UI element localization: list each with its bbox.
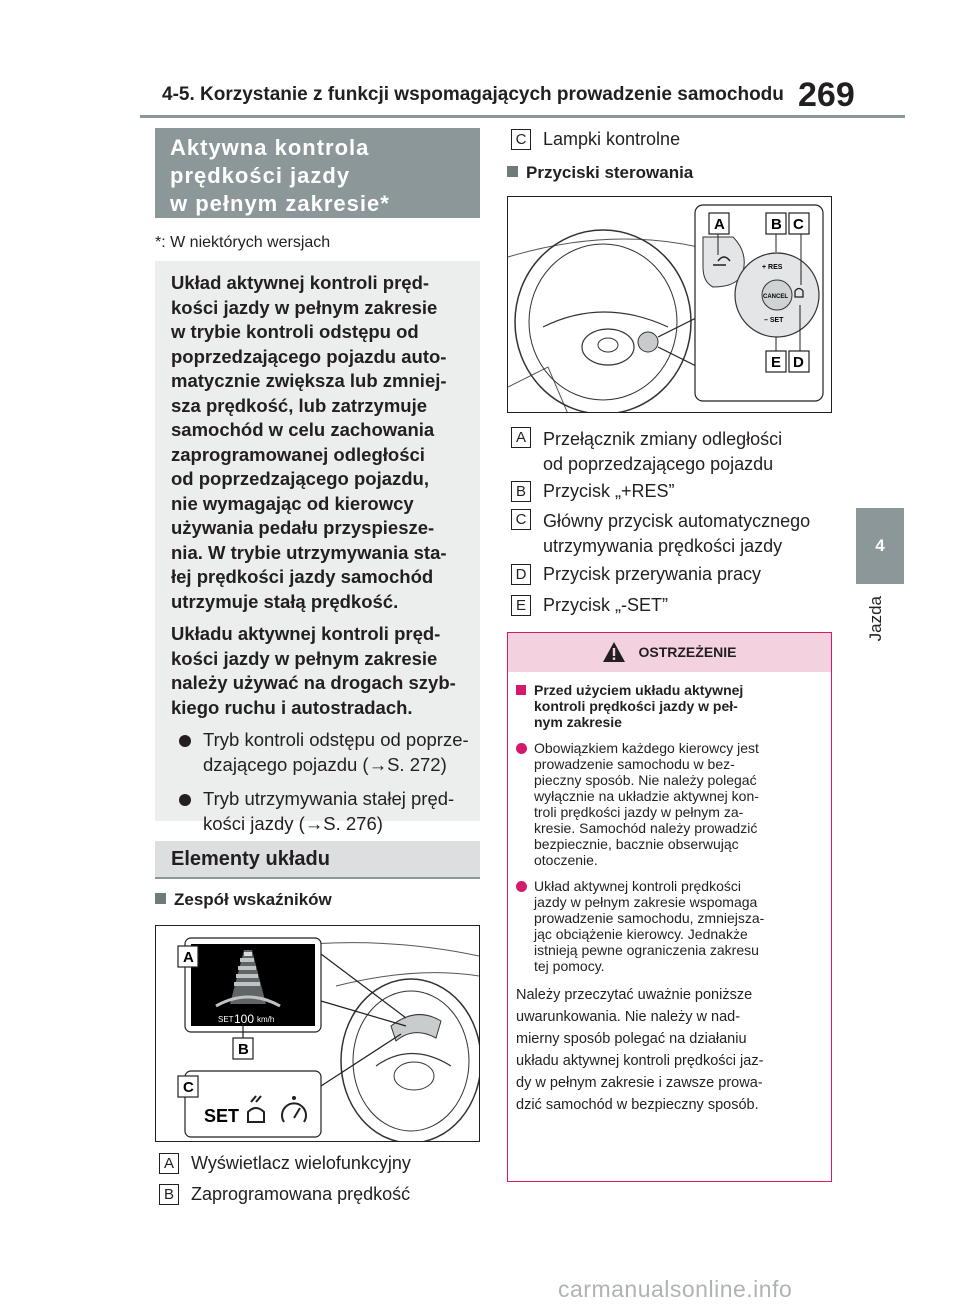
intro-paragraph: Układ aktywnej kontroli pręd- kości jazdy w pełnym zakresie w trybie kontroli odstępu od poprzedzającego pojazdu auto- matycznie zwiększa lub zmniej- sza prędkość, lub zatrzymuje samochód w celu zachowania zaprogramowanej odległości od poprzedzającego pojazdu, nie wymagając od kierowcy używania pedału przyspiesze- nia. W trybie utrzymywania sta- łej prędkości jazdy samochód utrzymuje stałą prędkość. — [171, 272, 447, 612]
watermark: carmanualsonline.info — [558, 1276, 793, 1302]
page-number: 269 — [798, 76, 855, 114]
instrument-cluster-illustration — [156, 926, 480, 1142]
legend-item — [159, 1184, 410, 1205]
figure-callout: B — [771, 216, 782, 233]
legend-text: Przycisk „+RES” — [543, 481, 675, 501]
figure-callout: A — [183, 949, 194, 966]
warning-subheading: Przed użyciem układu aktywnej kontroli prędkości jazdy w peł- nym zakresie — [516, 682, 823, 730]
set-button-label: – SET — [764, 317, 784, 324]
bullet-icon — [179, 794, 191, 806]
display-speed-unit: km/h — [257, 1015, 275, 1024]
legend-letter: B — [511, 481, 531, 502]
buttons-heading: Przyciski sterowania — [507, 163, 693, 183]
bullet-icon — [179, 735, 191, 747]
figure-callout: D — [793, 354, 804, 371]
warning-box — [507, 632, 832, 1182]
figure-callout: A — [714, 216, 725, 233]
display-set-label: SET — [218, 1015, 234, 1024]
section-title — [155, 128, 480, 218]
warning-triangle-icon — [602, 641, 626, 663]
legend-letter: C — [511, 129, 531, 150]
legend-letter: D — [511, 564, 531, 585]
figure-callout: C — [183, 1079, 194, 1096]
res-button-label: + RES — [762, 264, 783, 271]
warning-paragraph: Należy przeczytać uważnie poniższe uwarunkowania. Nie należy w nad- mierny sposób polegać na działaniu układu aktywnej kontroli prędkości jaz- dy w pełnym zakresie i zawsze prowa- dzić samochód w bezpieczny sposób. — [516, 987, 764, 1113]
section-title-line: prędkości jazdy — [170, 163, 351, 188]
warning-bullet: Układ aktywnej kontroli prędkości jazdy w pełnym zakresie wspomaga prowadzenie samochodu, zmniejsza- jąc obciążenie kierowcy. Jednakże istnieją pewne ograniczenia zakresu tej pomocy. — [516, 878, 823, 974]
square-bullet-icon — [516, 685, 526, 695]
bullet-icon — [516, 881, 527, 892]
chapter-tab[interactable]: 4 — [856, 508, 904, 584]
usage-paragraph: Układu aktywnej kontroli pręd- kości jazdy w pełnym zakresie należy używać na drogach szyb- kiego ruchu i autostradach. — [171, 623, 456, 718]
display-speed-value: 100 — [234, 1012, 255, 1026]
legend-text: Przycisk przerywania pracy — [543, 564, 762, 584]
figure-callout: C — [793, 216, 804, 233]
page-reference-link[interactable]: dzającego pojazdu (→S. 272) — [203, 753, 447, 775]
components-heading: Elementy układu — [155, 841, 480, 879]
mode-bullet: Tryb utrzymywania stałej pręd- kości jazdy (→S. 276) — [171, 787, 470, 836]
steering-switch-figure — [507, 196, 832, 413]
steering-switch-illustration — [508, 197, 832, 413]
legend-letter: A — [511, 427, 531, 448]
legend-letter: B — [159, 1184, 179, 1205]
instrument-cluster-figure — [155, 925, 480, 1142]
page-reference-link[interactable]: kości jazdy (→S. 276) — [203, 812, 383, 834]
legend-item — [159, 1153, 411, 1174]
bullet-icon — [516, 743, 527, 754]
set-indicator: SET — [204, 1106, 240, 1126]
legend-text: Przycisk „-SET” — [543, 595, 668, 615]
legend-text: Przełącznik zmiany odległości od poprzedzającego pojazdu — [543, 429, 783, 474]
square-bullet-icon — [155, 893, 166, 904]
mode-bullet: Tryb kontroli odstępu od poprze- dzającego pojazdu (→S. 272) — [171, 728, 470, 777]
legend-text: Główny przycisk automatycznego utrzymywania prędkości jazdy — [543, 511, 811, 556]
figure-callout: B — [238, 1041, 249, 1058]
cluster-heading: Zespół wskaźników — [155, 890, 332, 910]
section-title-line: w pełnym zakresie* — [170, 191, 390, 216]
legend-item — [511, 564, 761, 585]
section-title-line: Aktywna kontrola — [170, 135, 370, 160]
warning-title: OSTRZEŻENIE — [638, 644, 737, 660]
figure-callout: E — [771, 354, 782, 371]
header-divider — [140, 115, 905, 118]
chapter-title: 4-5. Korzystanie z funkcji wspomagających prowadzenie samochodu — [162, 84, 784, 105]
legend-text: Wyświetlacz wielofunkcyjny — [191, 1153, 411, 1173]
cancel-button-label: CANCEL — [763, 294, 788, 300]
footnote: *: W niektórych wersjach — [155, 234, 331, 251]
legend-letter: A — [159, 1153, 179, 1174]
intro-box — [155, 261, 480, 834]
legend-item — [511, 509, 810, 559]
legend-text: Zaprogramowana prędkość — [191, 1184, 411, 1204]
legend-text: Lampki kontrolne — [543, 129, 681, 149]
square-bullet-icon — [507, 166, 518, 177]
legend-item — [511, 129, 680, 150]
legend-letter: E — [511, 595, 531, 616]
legend-item — [511, 595, 668, 616]
warning-bullet: Obowiązkiem każdego kierowcy jest prowadzenie samochodu w bez- pieczny sposób. Nie należy polegać wyłącznie na układzie aktywnej kon- troli prędkości jazdy w pełnym za- kresie. Samochód należy prowadzić bezpiecznie, bacznie obserwując otoczenie. — [516, 740, 823, 868]
warning-header — [508, 633, 831, 672]
legend-item — [511, 427, 782, 477]
legend-letter: C — [511, 509, 531, 530]
chapter-tab-label: Jazda — [866, 596, 885, 642]
legend-item — [511, 481, 675, 502]
